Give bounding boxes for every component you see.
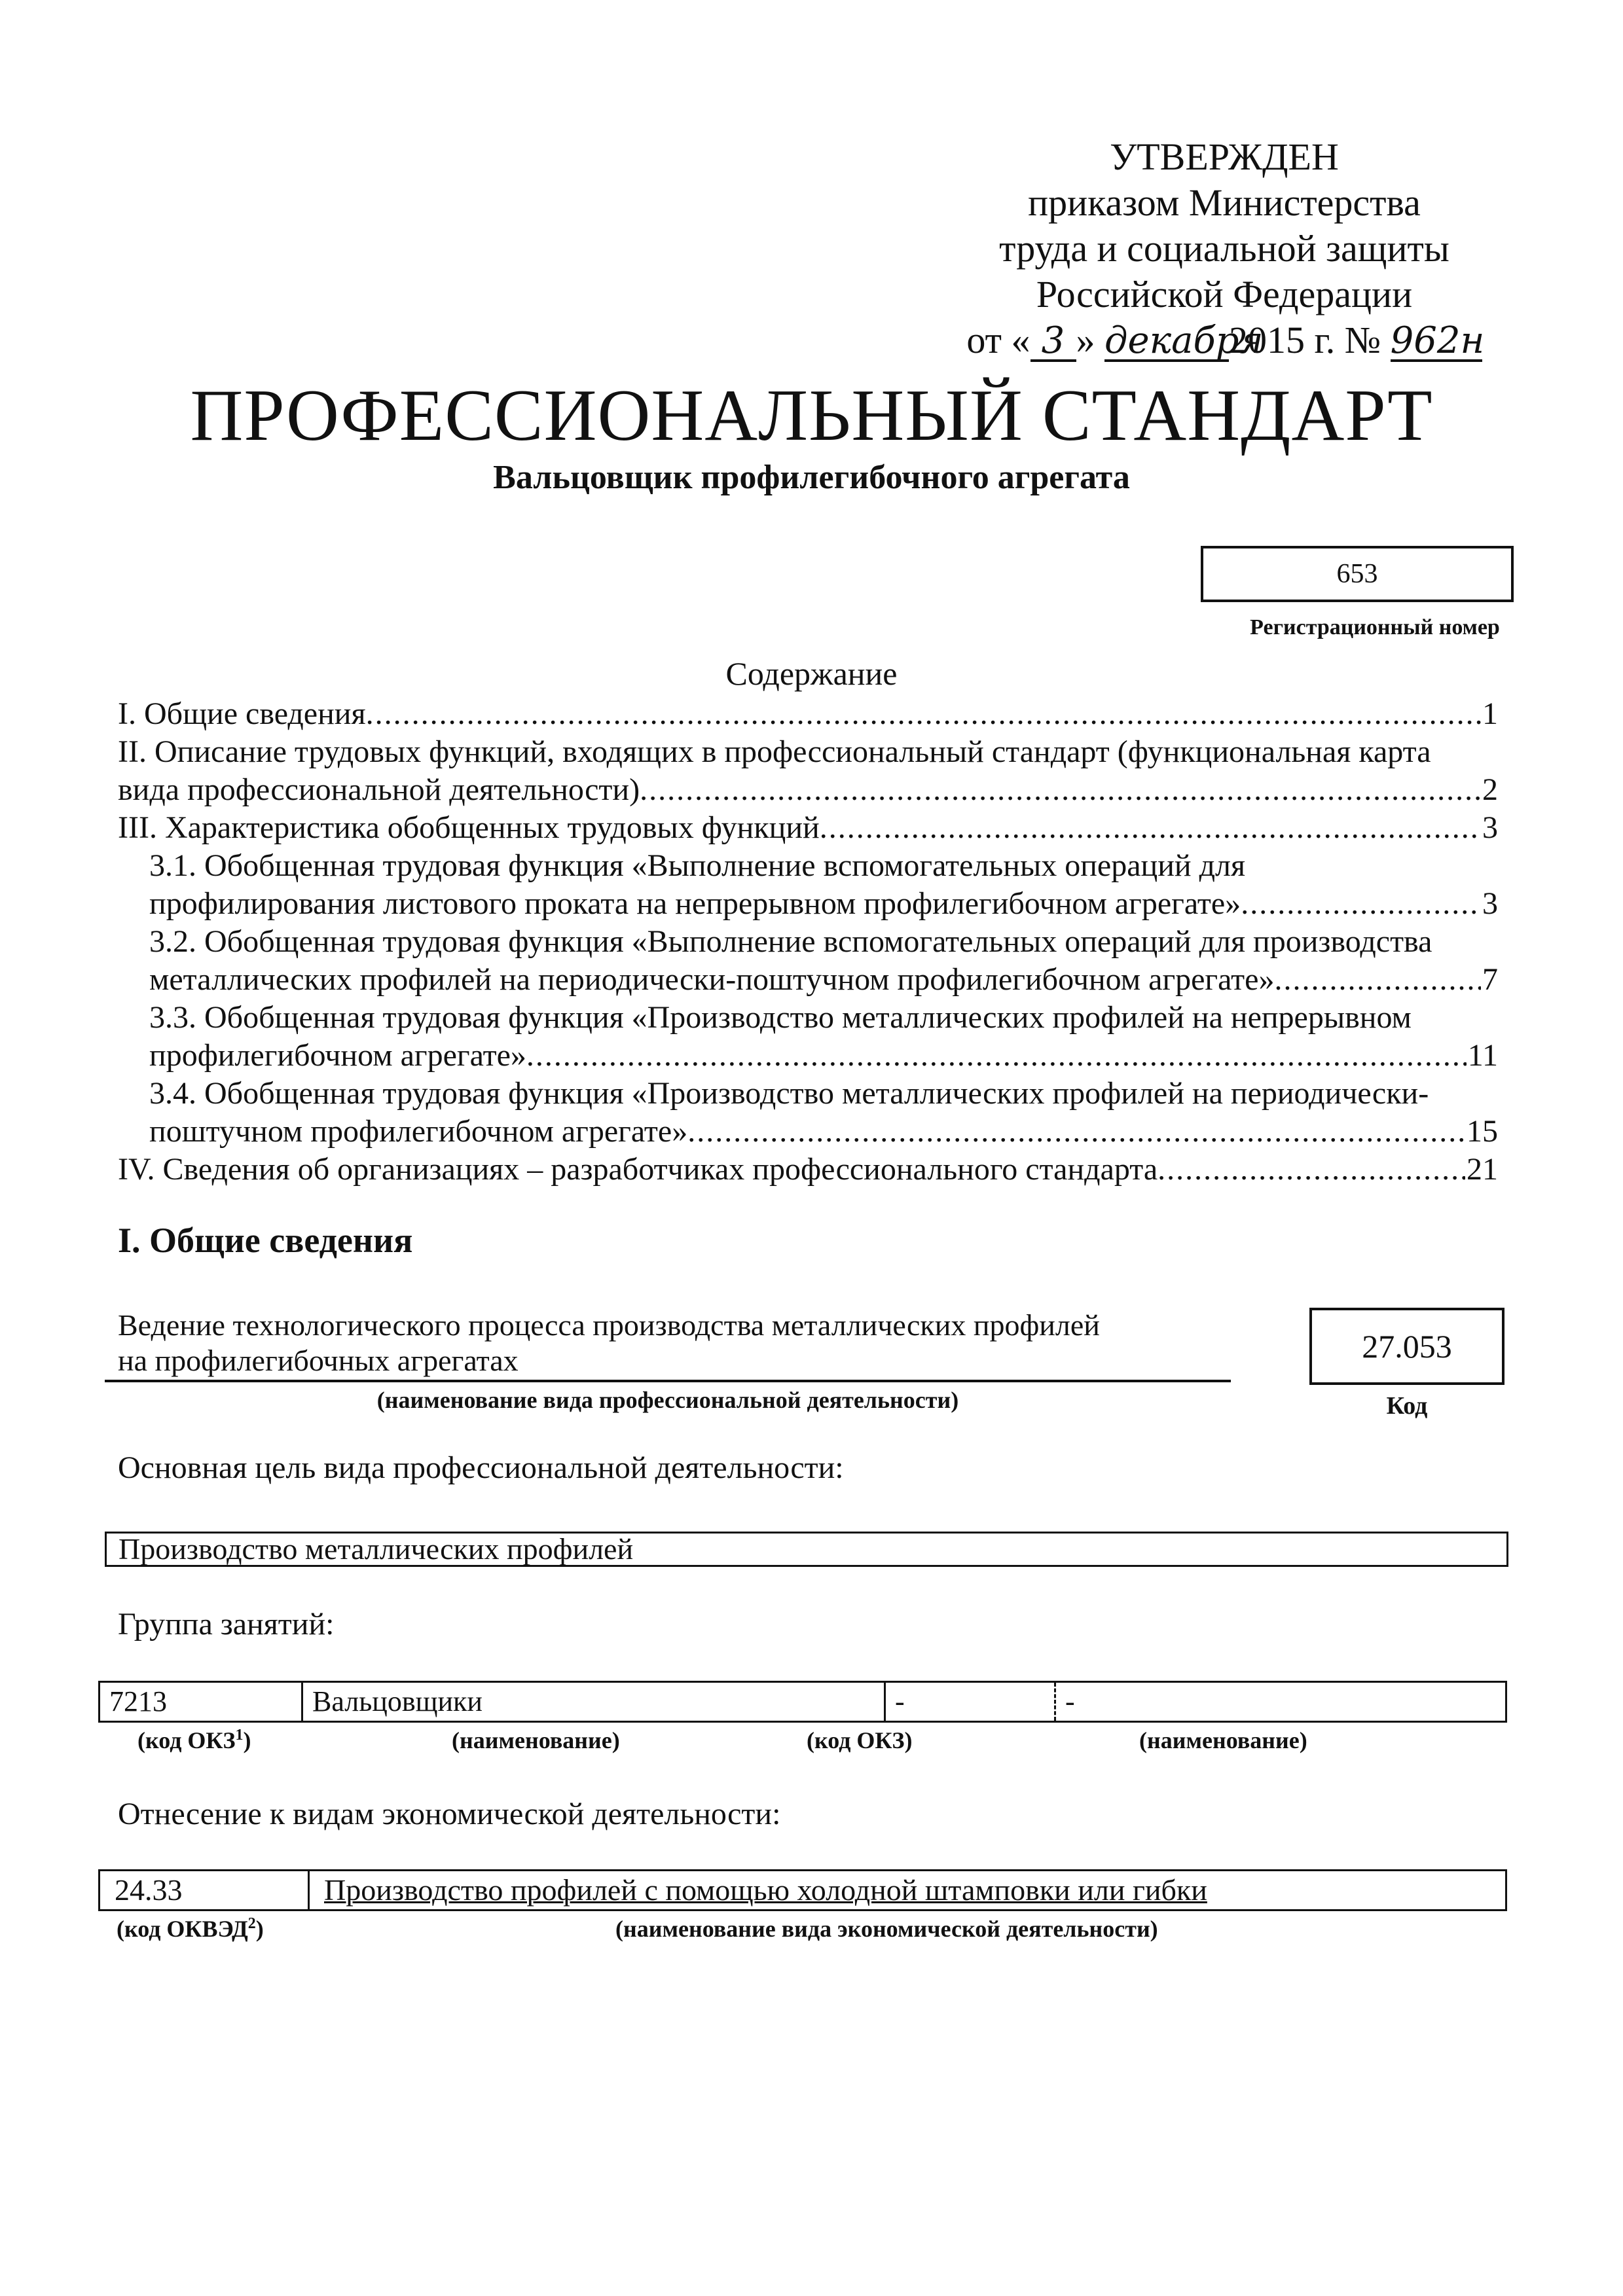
toc-item-label: металлических профилей на периодически-поштучном профилегибочном агрегате» — [149, 962, 1275, 997]
toc-item[interactable]: 3.4. Обобщенная трудовая функция «Производство металлических профилей на периодически- — [149, 1076, 1429, 1111]
okved-code-cell: 24.33 — [100, 1871, 310, 1909]
occupation-name-caption: (наименование) — [452, 1727, 620, 1753]
approval-date-line — [943, 317, 1506, 363]
approval-block — [943, 134, 1506, 363]
toc-leader — [820, 809, 1481, 847]
toc-item-page: 7 — [1482, 962, 1498, 997]
toc-item-continuation — [118, 1037, 1498, 1075]
toc-item-page: 11 — [1467, 1038, 1498, 1073]
registration-number-box: 653 — [1201, 546, 1514, 602]
registration-number-label: Регистрационный номер — [1250, 615, 1500, 639]
table-of-contents — [118, 695, 1498, 1189]
toc-item-label: I. Общие сведения — [118, 696, 366, 731]
occupation-group-table — [98, 1681, 1507, 1723]
date-day-suffix: » — [1076, 319, 1095, 361]
economic-activity-label: Отнесение к видам экономической деятельности: — [118, 1797, 781, 1831]
toc-item[interactable]: 3.3. Обобщенная трудовая функция «Производство металлических профилей на непрерывном — [149, 1000, 1412, 1035]
activity-name-line-1: Ведение технологического процесса производства металлических профилей — [118, 1308, 1100, 1342]
footnote-marker: 1 — [235, 1727, 244, 1744]
toc-title: Содержание — [725, 655, 898, 692]
toc-leader — [526, 1037, 1467, 1075]
economic-activity-table — [98, 1869, 1507, 1911]
toc-item[interactable]: 3.1. Обобщенная трудовая функция «Выполнение вспомогательных операций для — [149, 848, 1246, 883]
toc-leader — [640, 771, 1481, 809]
approval-line-2: приказом Министерства — [1028, 181, 1421, 224]
toc-item-continuation — [118, 1113, 1498, 1151]
toc-item-continuation — [118, 961, 1498, 999]
okz-code-caption — [137, 1727, 251, 1754]
date-prefix: от « — [966, 319, 1030, 361]
activity-name-line-2: на профилегибочных агрегатах — [118, 1344, 519, 1377]
okz-code-cell-2: - — [886, 1683, 1056, 1721]
toc-leader — [687, 1113, 1465, 1151]
toc-leader — [1241, 885, 1481, 923]
toc-leader — [1274, 961, 1481, 999]
toc-item-page: 3 — [1482, 886, 1498, 921]
document-title: ПРОФЕССИОНАЛЬНЫЙ СТАНДАРТ — [190, 375, 1433, 456]
toc-item-continuation — [118, 771, 1498, 809]
handwritten-month: декабря — [1104, 319, 1264, 362]
toc-item[interactable] — [118, 695, 1498, 733]
toc-item-page: 15 — [1467, 1114, 1498, 1149]
toc-item-page: 3 — [1482, 810, 1498, 845]
caption-text: (код ОКВЭД — [117, 1916, 248, 1942]
date-year: 2015 г. № — [1229, 319, 1381, 361]
toc-leader — [1158, 1151, 1465, 1189]
toc-item-label: III. Характеристика обобщенных трудовых функций — [118, 810, 820, 845]
activity-code-box: 27.053 — [1309, 1308, 1504, 1385]
toc-item-label: IV. Сведения об организациях – разработчиках профессионального стандарта — [118, 1152, 1158, 1187]
occupation-name-cell: Вальцовщики — [303, 1683, 886, 1721]
toc-item-label: вида профессиональной деятельности) — [118, 772, 640, 807]
toc-item-page: 1 — [1482, 696, 1498, 731]
handwritten-order-number: 962н — [1390, 319, 1485, 362]
okz-code-cell: 7213 — [100, 1683, 303, 1721]
toc-item[interactable]: 3.2. Обобщенная трудовая функция «Выполнение вспомогательных операций для производства — [149, 924, 1432, 959]
okz-code-caption-2: (код ОКЗ) — [807, 1727, 913, 1753]
occupation-group-label: Группа занятий: — [118, 1607, 335, 1641]
caption-text: ) — [243, 1727, 251, 1753]
footnote-marker: 2 — [247, 1915, 256, 1932]
toc-item-continuation — [118, 885, 1498, 923]
activity-underline — [105, 1380, 1231, 1382]
toc-leader — [366, 695, 1481, 733]
handwritten-day: 3 — [1030, 323, 1076, 362]
okved-code-caption — [117, 1915, 264, 1943]
approval-line-4: Российской Федерации — [1036, 273, 1413, 315]
caption-text: ) — [255, 1916, 264, 1942]
toc-item-page: 21 — [1467, 1152, 1498, 1187]
approval-line-1: УТВЕРЖДЕН — [1110, 135, 1339, 178]
toc-item-label: профилегибочном агрегате» — [149, 1038, 526, 1073]
economic-activity-caption: (наименование вида экономической деятельности) — [615, 1916, 1158, 1942]
document-subtitle: Вальцовщик профилегибочного агрегата — [493, 459, 1130, 496]
section-heading: I. Общие сведения — [118, 1221, 413, 1260]
toc-item[interactable]: II. Описание трудовых функций, входящих в профессиональный стандарт (функциональная карта — [118, 734, 1431, 769]
toc-item[interactable] — [118, 809, 1498, 847]
toc-item-label: поштучном профилегибочном агрегате» — [149, 1114, 688, 1149]
activity-caption: (наименование вида профессиональной деятельности) — [376, 1387, 959, 1413]
activity-code-caption: Код — [1386, 1392, 1428, 1420]
toc-item[interactable] — [118, 1151, 1498, 1189]
occupation-name-caption-2: (наименование) — [1139, 1727, 1307, 1753]
economic-activity-name-cell: Производство профилей с помощью холодной штамповки или гибки — [324, 1873, 1207, 1907]
toc-item-page: 2 — [1482, 772, 1498, 807]
caption-text: (код ОКЗ — [137, 1727, 236, 1753]
approval-line-3: труда и социальной защиты — [999, 227, 1450, 270]
toc-item-label: профилирования листового проката на непрерывном профилегибочном агрегате» — [149, 886, 1241, 921]
goal-label: Основная цель вида профессиональной деятельности: — [118, 1450, 844, 1485]
activity-name — [118, 1308, 1231, 1378]
goal-value-box: Производство металлических профилей — [105, 1532, 1508, 1567]
occupation-name-cell-2: - — [1065, 1685, 1075, 1717]
